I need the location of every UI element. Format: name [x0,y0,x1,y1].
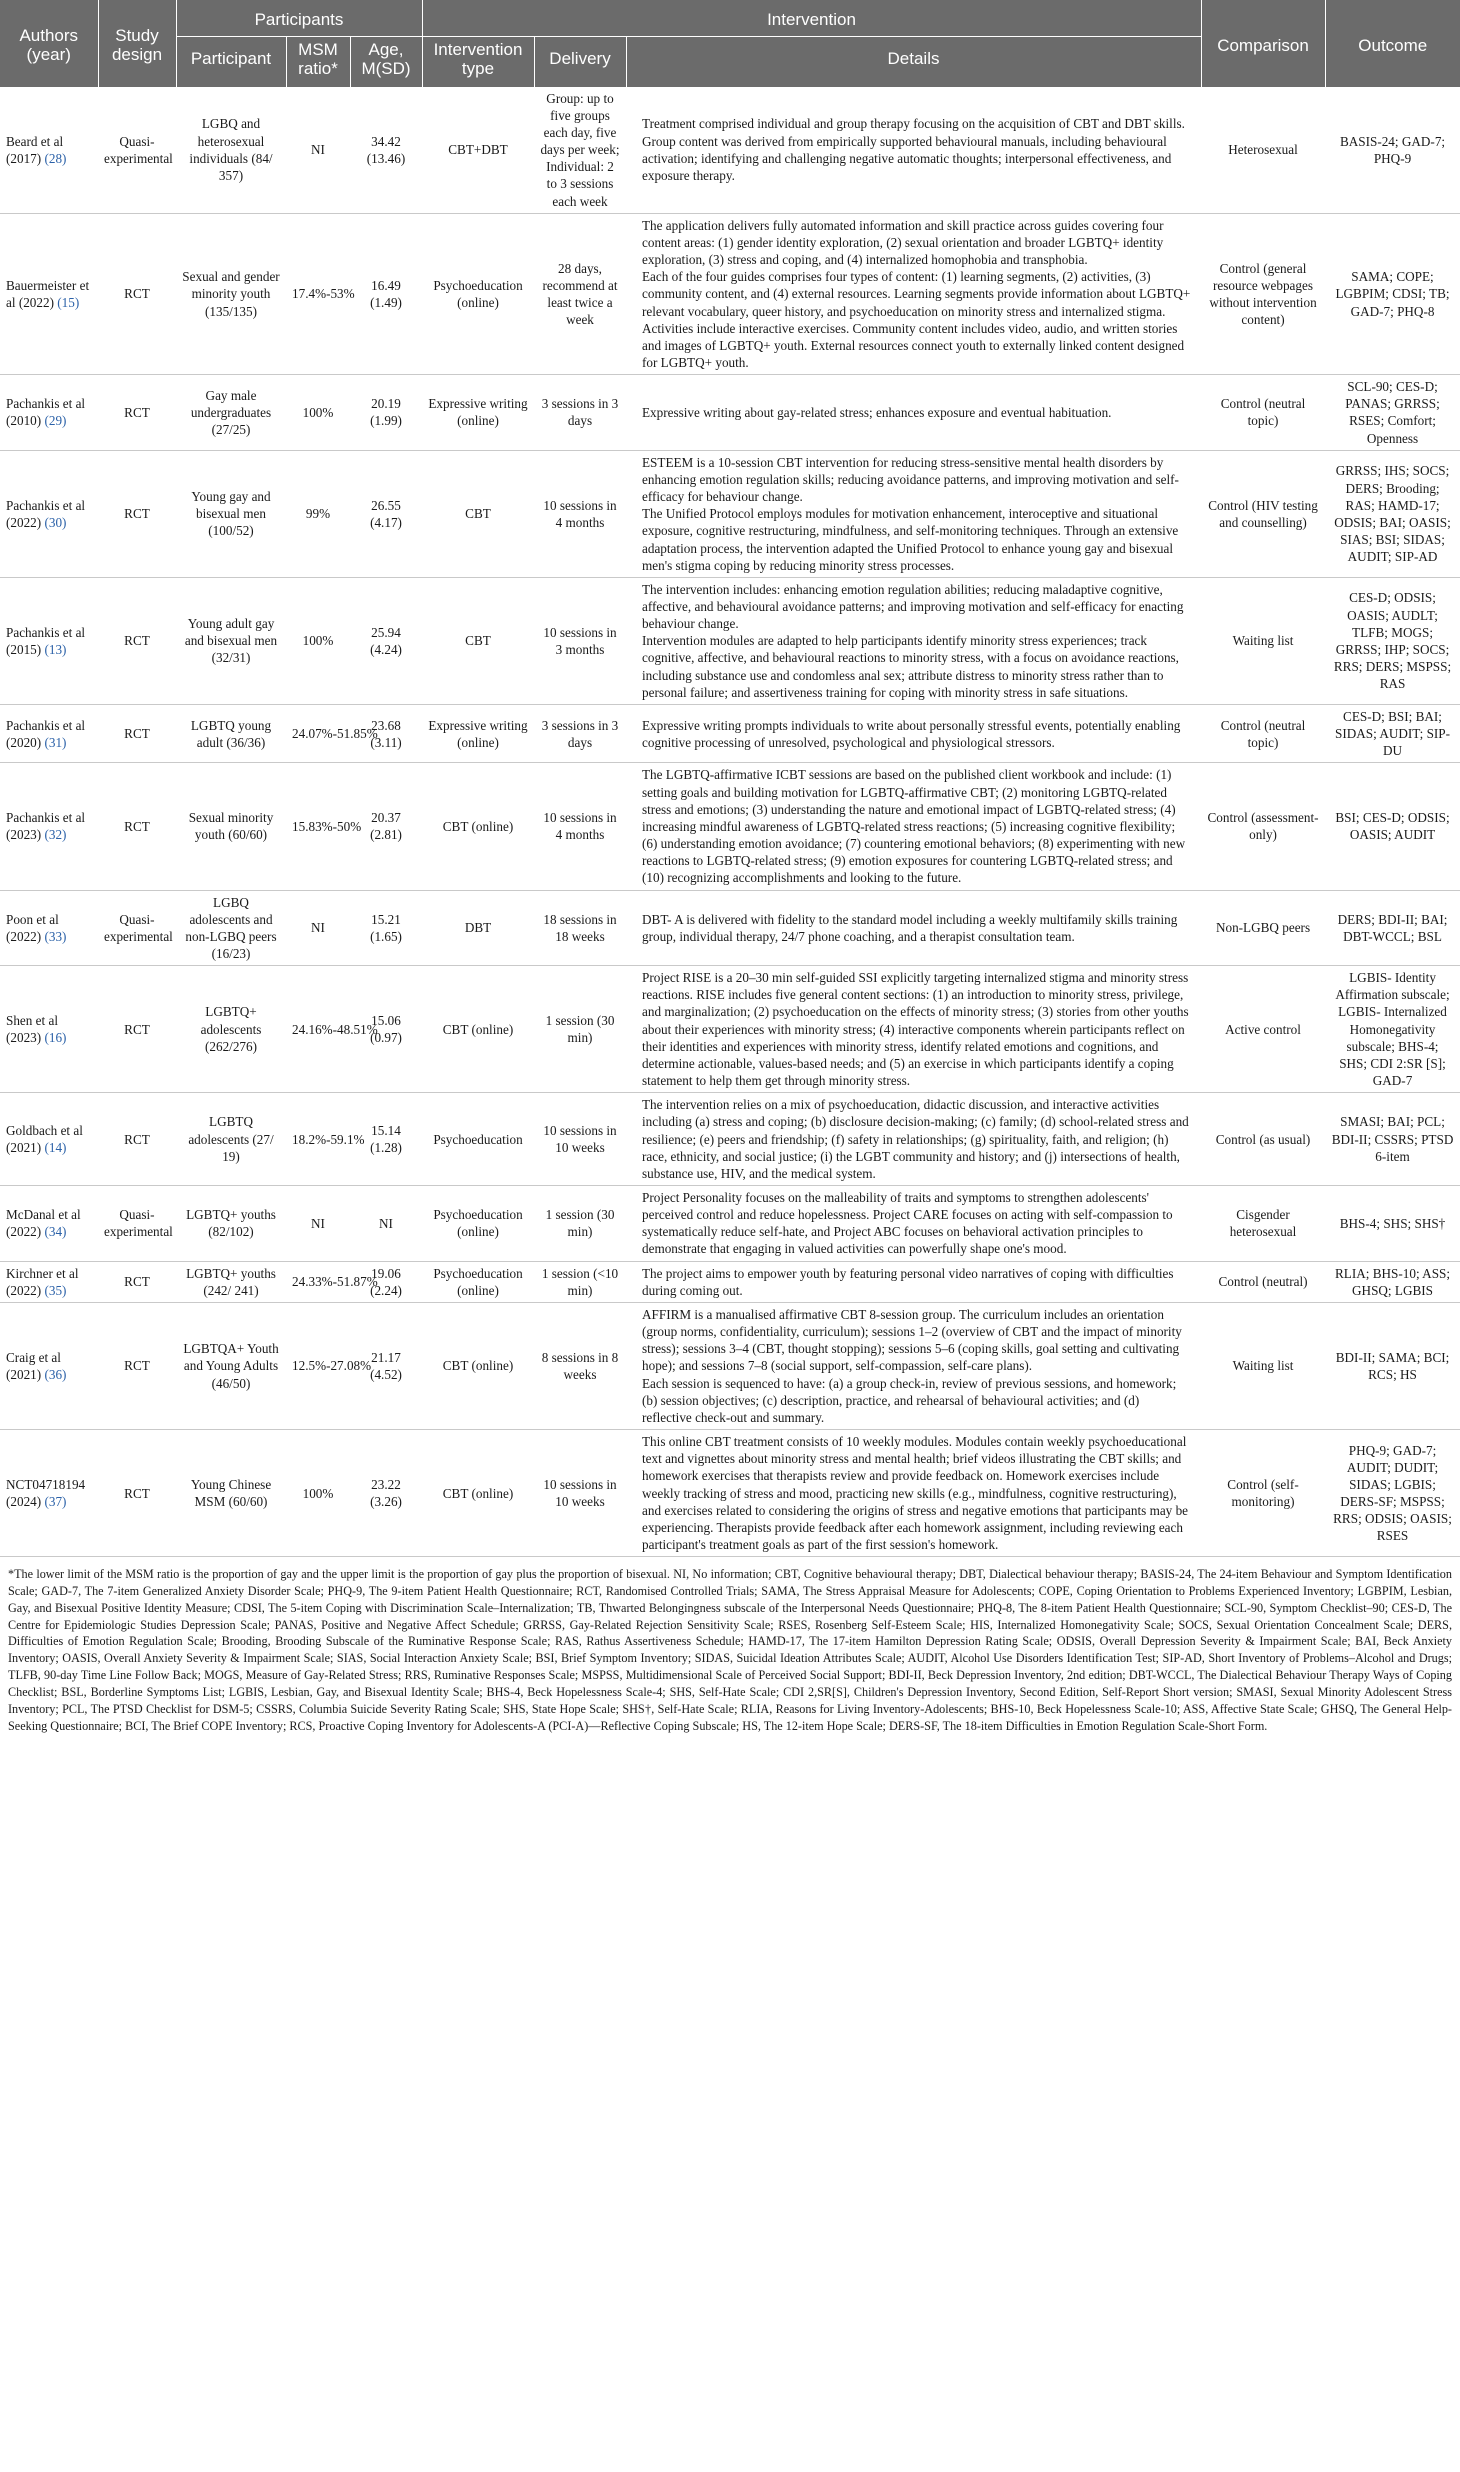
table-row [0,450,1460,577]
comparison-cell: Waiting list [1201,577,1325,704]
participant-cell: Young adult gay and bisexual men (32/31) [176,577,286,704]
comparison-cell: Heterosexual [1201,87,1325,214]
intervention-type-cell: CBT [422,577,534,704]
study-design-cell: RCT [98,763,176,890]
delivery-cell: 10 sessions in 3 months [534,577,626,704]
author-cell [0,966,98,1093]
age-cell: 20.19 (1.99) [350,375,422,451]
comparison-cell: Control (neutral) [1201,1261,1325,1302]
outcome-cell: LGBIS- Identity Affirmation subscale; LGBIS- Internalized Homonegativity subscale; BHS-4; SHS; CDI 2:SR [S]; GAD-7 [1325,966,1460,1093]
table-footnote: *The lower limit of the MSM ratio is the proportion of gay and the upper limit is the proportion of gay plus the proportion of bisexual. NI, No information; CBT, Cognitive behavioural therapy; DBT, Dialectical behaviour therapy; BASIS-24, The 24-item Behaviour and Symptom Identification Scale; GAD-7, The 7-item Generalized Anxiety Disorder Scale; PHQ-9, The 9-item Patient Health Questionnaire; RCT, Randomised Controlled Trials; SAMA, The Stress Appraisal Measure for Adolescents; COPE, Coping Orientation to Problems Experienced Inventory; LGBPIM, Lesbian, Gay, and Bisexual Positive Identity Measure; CDSI, The 5-item Coping with Discrimination Scale–Internalization; TB, Thwarted Belongingness subscale of the Interpersonal Needs Questionnaire; PHQ-8, The 8-item Patient Health Questionnaire; SCL-90, Symptom Checklist–90; CES-D, The Centre for Epidemiologic Studies Depression Scale; PANAS, Positive and Negative Affect Schedule; GRRSS, Gay-Related Rejection Sensitivity Scale; RSES, Rosenberg Self-Esteem Scale; HIS, Internalized Homonegativity Scale; SOCS, Sexual Orientation Concealment Scale; DERS, Difficulties of Emotion Regulation Scale; Brooding, Brooding Subscale of the Ruminative Response Scale; RAS, Rathus Assertiveness Schedule; HAMD-17, The 17-item Hamilton Depression Rating Scale; ODSIS, Overall Depression Severity & Impairment Scale; BAI, Beck Anxiety Inventory; OASIS, Overall Anxiety Severity & Impairment Scale; SIAS, Social Interaction Anxiety Scale; BSI, Brief Symptom Inventory; SIDAS, Suicidal Ideation Attributes Scale; AUDIT, Alcohol Use Disorders Identification Test; SIP-AD, Short Inventory of Problems–Alcohol and Drugs; TLFB, 90-day Time Line Follow Back; MOGS, Measure of Gay-Related Stress; RRS, Ruminative Responses Scale; MSPSS, Multidimensional Scale of Perceived Social Support; BDI-II, Beck Depression Inventory, 2nd edition; DBT-WCCL, The Dialectical Behaviour Therapy Ways of Coping Checklist; BSL, Borderline Symptoms List; LGBIS, Lesbian, Gay, and Bisexual Identity Scale; BHS-4, Beck Hopelessness Scale-4; SHS, Self-Hate Scale; CDI 2,SR[S], Children's Depression Inventory, Second Edition, Self-Report Short version; SMASI, Sexual Minority Adolescent Stress Inventory; PCL, The PTSD Checklist for DSM-5; CSSRS, Columbia Suicide Severity Rating Scale; SHS, State Hope Scale; SHS†, Self-Hate Scale; RLIA, Reasons for Living Inventory-Adolescents; BHS-10, Beck Hopelessness Scale-10; ASS, Affective State Scale; GHSQ, The General Help-Seeking Questionnaire; BCI, The Brief COPE Inventory; RCS, Proactive Coping Inventory for Adolescents-A (PCI-A)—Reflective Coping Subscale; HS, The 12-item Hope Scale; DERS-SF, The 18-item Difficulties in Emotion Regulation Scale-Short Form. [8,1567,1452,1733]
header-comparison: Comparison [1201,0,1325,87]
study-design-cell: RCT [98,1302,176,1429]
reference-link[interactable]: (34) [44,1224,67,1240]
author-name: Goldbach et al (2021) [6,1122,83,1156]
msm-ratio-cell: 24.07%-51.85% [286,704,350,762]
msm-ratio-cell: 100% [286,375,350,451]
table-body [0,87,1460,1557]
study-design-cell: RCT [98,1430,176,1557]
outcome-cell: SCL-90; CES-D; PANAS; GRRSS; RSES; Comfort; Openness [1325,375,1460,451]
table-row [0,375,1460,451]
age-cell: 16.49 (1.49) [350,213,422,374]
table-row [0,1261,1460,1302]
details-paragraph: Treatment comprised individual and group therapy focusing on the acquisition of CBT and DBT skills. Group content was derived from empirically supported behavioural manuals, including behavioural activation; identifying and challenging negative automatic thoughts; interpersonal effectiveness, and exposure therapy. [642,116,1185,183]
outcome-cell: BDI-II; SAMA; BCI; RCS; HS [1325,1302,1460,1429]
table-header [0,0,1460,87]
outcome-cell: PHQ-9; GAD-7; AUDIT; DUDIT; SIDAS; LGBIS; DERS-SF; MSPSS; RRS; ODSIS; OASIS; RSES [1325,1430,1460,1557]
outcome-cell: BSI; CES-D; ODSIS; OASIS; AUDIT [1325,763,1460,890]
table-row [0,966,1460,1093]
age-cell: 21.17 (4.52) [350,1302,422,1429]
participant-cell: LGBQ and heterosexual individuals (84/ 357) [176,87,286,214]
outcome-cell: GRRSS; IHS; SOCS; DERS; Brooding; RAS; HAMD-17; ODSIS; BAI; OASIS; SIAS; BSI; SIDAS; AUDIT; SIP-AD [1325,450,1460,577]
header-outcome: Outcome [1325,0,1460,87]
details-cell [626,1093,1201,1186]
header-authors: Authors (year) [0,0,98,87]
intervention-type-cell: CBT (online) [422,763,534,890]
study-design-cell: RCT [98,375,176,451]
delivery-cell: Group: up to five groups each day, five days per week; Individual: 2 to 3 sessions each week [534,87,626,214]
outcome-cell: BHS-4; SHS; SHS† [1325,1186,1460,1262]
intervention-type-cell: Psychoeducation (online) [422,213,534,374]
details-cell [626,890,1201,966]
author-cell [0,1302,98,1429]
table-row [0,763,1460,890]
reference-link[interactable]: (35) [44,1282,67,1298]
author-name: McDanal et al (2022) [6,1207,81,1240]
header-study-design: Study design [98,0,176,87]
author-name: Bauermeister et al (2022) [6,277,90,310]
reference-link[interactable]: (15) [57,294,80,310]
details-paragraph: ESTEEM is a 10-session CBT intervention for reducing stress-sensitive mental health disorders by enhancing emotion regulation skills; reducing avoidance patterns, and improving motivation and self-efficacy for behaviour change. [642,454,1179,505]
delivery-cell: 3 sessions in 3 days [534,704,626,762]
header-details: Details [626,36,1201,87]
msm-ratio-cell: NI [286,87,350,214]
table-row [0,1186,1460,1262]
age-cell: 23.22 (3.26) [350,1430,422,1557]
msm-ratio-cell: 18.2%-59.1% [286,1093,350,1186]
delivery-cell: 1 session (30 min) [534,966,626,1093]
author-name: Pachankis et al (2015) [6,624,86,657]
outcome-cell: BASIS-24; GAD-7; PHQ-9 [1325,87,1460,214]
participant-cell: LGBTQ adolescents (27/ 19) [176,1093,286,1186]
details-cell [626,704,1201,762]
msm-ratio-cell: 100% [286,1430,350,1557]
delivery-cell: 10 sessions in 10 weeks [534,1430,626,1557]
msm-ratio-cell: 17.4%-53% [286,213,350,374]
comparison-cell: Non-LGBQ peers [1201,890,1325,966]
participant-cell: LGBTQ+ youths (242/ 241) [176,1261,286,1302]
author-name: Pachankis et al (2023) [6,810,86,843]
outcome-cell: SAMA; COPE; LGBPIM; CDSI; TB; GAD-7; PHQ-8 [1325,213,1460,374]
outcome-cell: CES-D; ODSIS; OASIS; AUDLT; TLFB; MOGS; GRRSS; IHP; SOCS; RRS; DERS; MSPSS; RAS [1325,577,1460,704]
author-cell [0,763,98,890]
author-cell [0,87,98,214]
details-cell [626,375,1201,451]
comparison-cell: Cisgender heterosexual [1201,1186,1325,1262]
header-delivery: Delivery [534,36,626,87]
participant-cell: Sexual minority youth (60/60) [176,763,286,890]
author-name: Shen et al (2023) [6,1013,59,1046]
study-design-cell: RCT [98,450,176,577]
msm-ratio-cell: NI [286,890,350,966]
delivery-cell: 3 sessions in 3 days [534,375,626,451]
details-paragraph: DBT- A is delivered with fidelity to the standard model including a weekly multifamily skills training group, individual therapy, 24/7 phone coaching, and a therapist consultation team. [642,911,1178,944]
age-cell: 19.06 (2.24) [350,1261,422,1302]
study-design-cell: RCT [98,1261,176,1302]
author-name: Pachankis et al (2020) [6,717,86,750]
details-paragraph: The LGBTQ-affirmative ICBT sessions are based on the published client workbook and include: (1) setting goals and building motivation for LGBTQ-affirmative CBT; (2) monitoring LGBTQ-related stress and emotions; (3) understanding the nature and emotional impact of LGBTQ-related stress; (4) increasing mindful awareness of LGBTQ-related stress reactions; (5) increasing cognitive flexibility; (6) understanding emotion avoidance; (7) countering emotional behaviors; (8) experimenting with new reactions to LGBTQ-related stress; (9) emotion exposures for countering LGBTQ-related stress; and (10) recognizing accomplishments and looking to the future. [642,767,1186,886]
age-cell: 15.06 (0.97) [350,966,422,1093]
delivery-cell: 10 sessions in 4 months [534,450,626,577]
study-design-cell: RCT [98,213,176,374]
participant-cell: Young Chinese MSM (60/60) [176,1430,286,1557]
delivery-cell: 1 session (<10 min) [534,1261,626,1302]
participant-cell: Young gay and bisexual men (100/52) [176,450,286,577]
msm-ratio-cell: 24.16%-48.51% [286,966,350,1093]
outcome-cell: DERS; BDI-II; BAI; DBT-WCCL; BSL [1325,890,1460,966]
details-cell [626,1261,1201,1302]
details-cell [626,966,1201,1093]
reference-link[interactable]: (14) [44,1140,67,1156]
age-cell: 26.55 (4.17) [350,450,422,577]
details-cell [626,87,1201,214]
comparison-cell: Control (assessment-only) [1201,763,1325,890]
study-design-cell: Quasi-experimental [98,87,176,214]
intervention-type-cell: CBT+DBT [422,87,534,214]
details-paragraph: Intervention modules are adapted to help participants identify minority stress experiences; track cognitive, affective, and behavioural reactions to minority stress, with a focus on avoidance reactions, including substance use and condomless anal sex; attribute distress to minority stress rather than to personal failure; and assertiveness training for coping with minority stress in safe situations. [642,633,1179,700]
study-design-cell: Quasi-experimental [98,1186,176,1262]
participant-cell: Gay male undergraduates (27/25) [176,375,286,451]
details-paragraph: The intervention relies on a mix of psychoeducation, didactic discussion, and interactive activities including (a) stress and coping; (b) disclosure decision-making; (c) family; (d) school-related stress and resilience; (e) peers and friendship; (f) safety in relationships; (g) spirituality, faith, and religion; (h) race, ethnicity, and social justice; (i) the LGBT community and history; and (j) intersections of health, substance use, HIV, and the medical system. [642,1097,1189,1181]
comparison-cell: Control (neutral topic) [1201,704,1325,762]
author-cell [0,577,98,704]
study-design-cell: RCT [98,704,176,762]
details-paragraph: Project Personality focuses on the malleability of traits and symptoms to strengthen adolescents' perceived control and reduce hopelessness. Project CARE focuses on acting with self-compassion to systematically reduce self-hate, and Project ABC focuses on behavioral activation principles to demonstrate that engaging in valued activities can powerfully shape one's mood. [642,1190,1173,1257]
reference-link[interactable]: (13) [44,641,67,657]
outcome-cell: SMASI; BAI; PCL; BDI-II; CSSRS; PTSD 6-item [1325,1093,1460,1186]
author-cell [0,375,98,451]
msm-ratio-cell: 12.5%-27.08% [286,1302,350,1429]
delivery-cell: 1 session (30 min) [534,1186,626,1262]
comparison-cell: Control (general resource webpages without intervention content) [1201,213,1325,374]
msm-ratio-cell: NI [286,1186,350,1262]
participant-cell: Sexual and gender minority youth (135/135) [176,213,286,374]
comparison-cell: Active control [1201,966,1325,1093]
msm-ratio-cell: 100% [286,577,350,704]
intervention-type-cell: Psychoeducation [422,1093,534,1186]
author-cell [0,450,98,577]
age-cell: 15.21 (1.65) [350,890,422,966]
author-cell [0,213,98,374]
delivery-cell: 18 sessions in 18 weeks [534,890,626,966]
author-name: NCT04718194 (2024) [6,1476,86,1510]
reference-link[interactable]: (32) [44,827,67,843]
reference-link[interactable]: (36) [44,1367,67,1382]
participant-cell: LGBTQ+ youths (82/102) [176,1186,286,1262]
participant-cell: LGBTQ young adult (36/36) [176,704,286,762]
details-paragraph: The Unified Protocol employs modules for motivation enhancement, interoceptive and situational exposure, cognitive restructuring, mindfulness, and self-monitoring techniques. Through an extensive adaptation process, the intervention adapted the Unified Protocol to enhance young gay and bisexual men's stigma coping by reducing minority stress processes. [642,506,1179,573]
details-paragraph: AFFIRM is a manualised affirmative CBT 8-session group. The curriculum includes an orientation (group norms, confidentiality, curriculum); sessions 1–2 (overview of CBT and the impact of minority stress); sessions 3–4 (CBT, thought stopping); sessions 5–6 (coping skills, goal setting and cultivating hope); and sessions 7–8 (social support, self-compassion, self-care plans). [642,1306,1182,1374]
delivery-cell: 8 sessions in 8 weeks [534,1302,626,1429]
age-cell: 15.14 (1.28) [350,1093,422,1186]
intervention-type-cell: Psychoeducation (online) [422,1186,534,1262]
reference-link[interactable]: (30) [44,514,67,530]
msm-ratio-cell: 24.33%-51.87% [286,1261,350,1302]
author-name: Beard et al (2017) [6,133,64,166]
reference-link[interactable]: (16) [44,1030,67,1046]
details-paragraph: The project aims to empower youth by featuring personal video narratives of coping with difficulties during coming out. [642,1265,1174,1298]
intervention-type-cell: CBT (online) [422,1302,534,1429]
study-design-cell: Quasi-experimental [98,890,176,966]
details-cell [626,1430,1201,1557]
age-cell: 25.94 (4.24) [350,577,422,704]
author-cell [0,1261,98,1302]
details-paragraph: Each of the four guides comprises four types of content: (1) learning segments, (2) activities, (3) community content, and (4) external resources. Learning segments provide information about LGBTQ+ relevant vocabulary, queer history, and psychoeducation on minority stress and internalized stigma. Activities include interactive exercises. Community content includes video, audio, and written stories and images of LGBTQ+ youth. External resources connect youth to externally linked content designed for LGBTQ+ youth. [642,269,1191,370]
details-cell [626,1186,1201,1262]
comparison-cell: Control (neutral topic) [1201,375,1325,451]
table-row [0,1302,1460,1429]
table-row [0,213,1460,374]
study-design-cell: RCT [98,577,176,704]
age-cell: 20.37 (2.81) [350,763,422,890]
table-row [0,577,1460,704]
intervention-type-cell: CBT [422,450,534,577]
author-name: Poon et al (2022) [6,911,59,944]
header-intervention-type: Intervention type [422,36,534,87]
table-row [0,890,1460,966]
delivery-cell: 10 sessions in 4 months [534,763,626,890]
header-msm-ratio: MSM ratio* [286,36,350,87]
details-paragraph: Project RISE is a 20–30 min self-guided SSI explicitly targeting internalized stigma and minority stress reactions. RISE includes five general content sections: (1) an introduction to minority stress, privilege, and marginalization; (2) psychoeducation on the effects of minority stress; (3) stories from other youths about their experiences with minority stress; (4) interactive components wherein participants reflect on their identities and experiences with minority stress, identify related emotions and cognitions, and determine actionable, values-based needs; and (5) an exercise in which participants identify a coping statement to help them get through minority stress. [642,970,1189,1089]
header-intervention-group: Intervention [422,0,1201,36]
age-cell: 23.68 (3.11) [350,704,422,762]
reference-link[interactable]: (29) [44,413,67,429]
outcome-cell: RLIA; BHS-10; ASS; GHSQ; LGBIS [1325,1261,1460,1302]
comparison-cell: Control (self-monitoring) [1201,1430,1325,1557]
author-cell [0,1093,98,1186]
details-paragraph: The application delivers fully automated information and skill practice across guides covering four content areas: (1) gender identity exploration, (2) sexual orientation and broader LGBTQ+ identity exploration, (3) stress and coping, and (4) internalized homophobia and transphobia. [642,217,1164,268]
comparison-cell: Waiting list [1201,1302,1325,1429]
reference-link[interactable]: (28) [44,150,67,166]
intervention-type-cell: Psychoeducation (online) [422,1261,534,1302]
table-row [0,704,1460,762]
header-participants-group: Participants [176,0,422,36]
age-cell: NI [350,1186,422,1262]
study-design-cell: RCT [98,1093,176,1186]
table-row [0,1093,1460,1186]
author-cell [0,704,98,762]
details-cell [626,213,1201,374]
intervention-type-cell: CBT (online) [422,1430,534,1557]
header-participant: Participant [176,36,286,87]
participant-cell: LGBQ adolescents and non-LGBQ peers (16/23) [176,890,286,966]
details-cell [626,577,1201,704]
author-name: Pachankis et al (2022) [6,497,86,530]
age-cell: 34.42 (13.46) [350,87,422,214]
participant-cell: LGBTQA+ Youth and Young Adults (46/50) [176,1302,286,1429]
details-cell [626,763,1201,890]
delivery-cell: 10 sessions in 10 weeks [534,1093,626,1186]
details-paragraph: Expressive writing about gay-related stress; enhances exposure and eventual habituation. [642,404,1112,420]
author-name: Craig et al (2021) [6,1349,61,1382]
outcome-cell: CES-D; BSI; BAI; SIDAS; AUDIT; SIP-DU [1325,704,1460,762]
reference-link[interactable]: (33) [44,928,67,944]
intervention-type-cell: CBT (online) [422,966,534,1093]
author-name: Kirchner et al (2022) [6,1265,79,1298]
msm-ratio-cell: 99% [286,450,350,577]
author-name: Pachankis et al (2010) [6,396,86,429]
table-row [0,1430,1460,1557]
comparison-cell: Control (as usual) [1201,1093,1325,1186]
intervention-type-cell: DBT [422,890,534,966]
intervention-type-cell: Expressive writing (online) [422,704,534,762]
reference-link[interactable]: (31) [44,734,67,750]
table-row [0,87,1460,214]
details-paragraph: Each session is sequenced to have: (a) a group check-in, review of previous sessions, and homework; (b) session objectives; (c) description, practice, and rehearsal of behavioural activities; and (d) reflective check-out and summary. [642,1375,1177,1425]
details-paragraph: Expressive writing prompts individuals to write about personally stressful events, potentially enabling cognitive processing of unresolved, psychological and physiological stressors. [642,717,1181,750]
details-paragraph: This online CBT treatment consists of 10 weekly modules. Modules contain weekly psychoeducational text and vignettes about minority stress and mental health; brief videos illustrating the CBT skills; and homework exercises that therapists review and provide feedback on. Homework exercises include weekly tracking of stress and mood, practicing new skills (e.g., mindfulness, cognitive restructuring), and exercises related to considering the origins of stress and negative emotions that participants may be experiencing. Therapists provide feedback after each homework assignment, including reviewing each participant's treatment goals as part of the first session's homework. [642,1434,1189,1552]
reference-link[interactable]: (37) [44,1494,67,1510]
details-cell [626,1302,1201,1429]
intervention-type-cell: Expressive writing (online) [422,375,534,451]
author-cell [0,1186,98,1262]
details-paragraph: The intervention includes: enhancing emotion regulation abilities; reducing maladaptive cognitive, affective, and behavioural avoidance patterns; and improving motivation and self-efficacy for enacting behaviour change. [642,581,1184,632]
delivery-cell: 28 days, recommend at least twice a week [534,213,626,374]
author-cell [0,890,98,966]
header-age: Age, M(SD) [350,36,422,87]
participant-cell: LGBTQ+ adolescents (262/276) [176,966,286,1093]
author-cell [0,1430,98,1557]
msm-ratio-cell: 15.83%-50% [286,763,350,890]
study-design-cell: RCT [98,966,176,1093]
comparison-cell: Control (HIV testing and counselling) [1201,450,1325,577]
details-cell [626,450,1201,577]
